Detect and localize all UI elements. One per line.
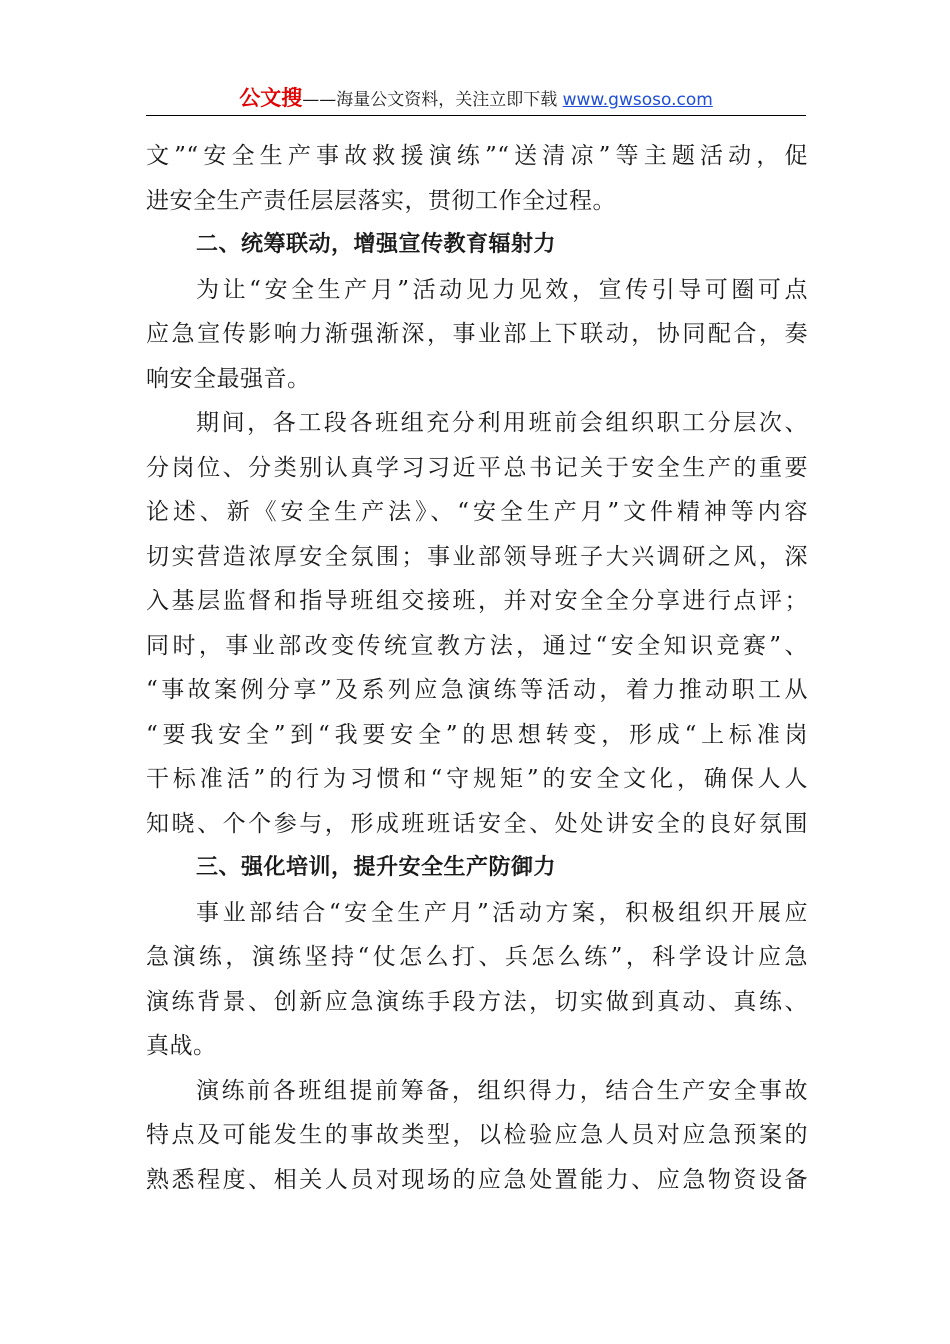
document-body (146, 134, 808, 1202)
body-line: 进安全生产责任层层落实，贯彻工作全过程。 (146, 187, 616, 214)
body-line: 真战。 (146, 1033, 217, 1059)
body-line: 文”“安全生产事故救援演练”“送清凉”等主题活动，促 (146, 143, 808, 169)
body-line: 入基层监督和指导班组交接班，并对安全全分享进行点评； (146, 588, 808, 614)
section-heading: 二、统筹联动，增强宣传教育辐射力 (196, 232, 557, 257)
body-line: 干标准活”的行为习惯和“守规矩”的安全文化，确保人人 (146, 766, 808, 792)
body-line: 特点及可能发生的事故类型，以检验应急人员对应急预案的 (146, 1122, 808, 1148)
body-line: 同时，事业部改变传统宣教方法，通过“安全知识竞赛”、 (146, 632, 808, 659)
site-link[interactable]: www.gwsoso.com (562, 90, 713, 110)
document-header (146, 84, 806, 114)
body-line: 分岗位、分类别认真学习习近平总书记关于安全生产的重要 (146, 454, 808, 481)
body-line: 演练背景、创新应急演练手段方法，切实做到真动、真练、 (146, 988, 808, 1015)
body-line: 熟悉程度、相关人员对现场的应急处置能力、应急物资设备 (146, 1166, 808, 1193)
body-line: 期间，各工段各班组充分利用班前会组织职工分层次、 (196, 410, 808, 436)
body-line: 急演练，演练坚持“仗怎么打、兵怎么练”，科学设计应急 (146, 944, 808, 970)
body-line: 切实营造浓厚安全氛围；事业部领导班子大兴调研之风，深 (146, 543, 808, 570)
body-line: 响安全最强音。 (146, 365, 311, 392)
body-line: 论述、新《安全生产法》、“安全生产月”文件精神等内容 (146, 499, 808, 525)
body-line: “要我安全”到“我要安全”的思想转变，形成“上标准岗 (146, 721, 808, 748)
brand-logo-text: 公文搜 (239, 86, 303, 110)
body-line: 事业部结合“安全生产月”活动方案，积极组织开展应 (196, 899, 808, 926)
body-line: 知晓、个个参与，形成班班话安全、处处讲安全的良好氛围 (146, 810, 808, 837)
body-line: 演练前各班组提前筹备，组织得力，结合生产安全事故 (196, 1077, 808, 1104)
header-slogan: ——海量公文资料，关注立即下载 (302, 90, 563, 110)
body-line: 为让“安全生产月”活动见力见效，宣传引导可圈可点 (196, 276, 808, 303)
header-divider (146, 115, 806, 116)
body-line: “事故案例分享”及系列应急演练等活动，着力推动职工从 (146, 677, 808, 703)
section-heading: 三、强化培训，提升安全生产防御力 (196, 855, 557, 880)
body-line: 应急宣传影响力渐强渐深，事业部上下联动，协同配合，奏 (146, 321, 808, 347)
